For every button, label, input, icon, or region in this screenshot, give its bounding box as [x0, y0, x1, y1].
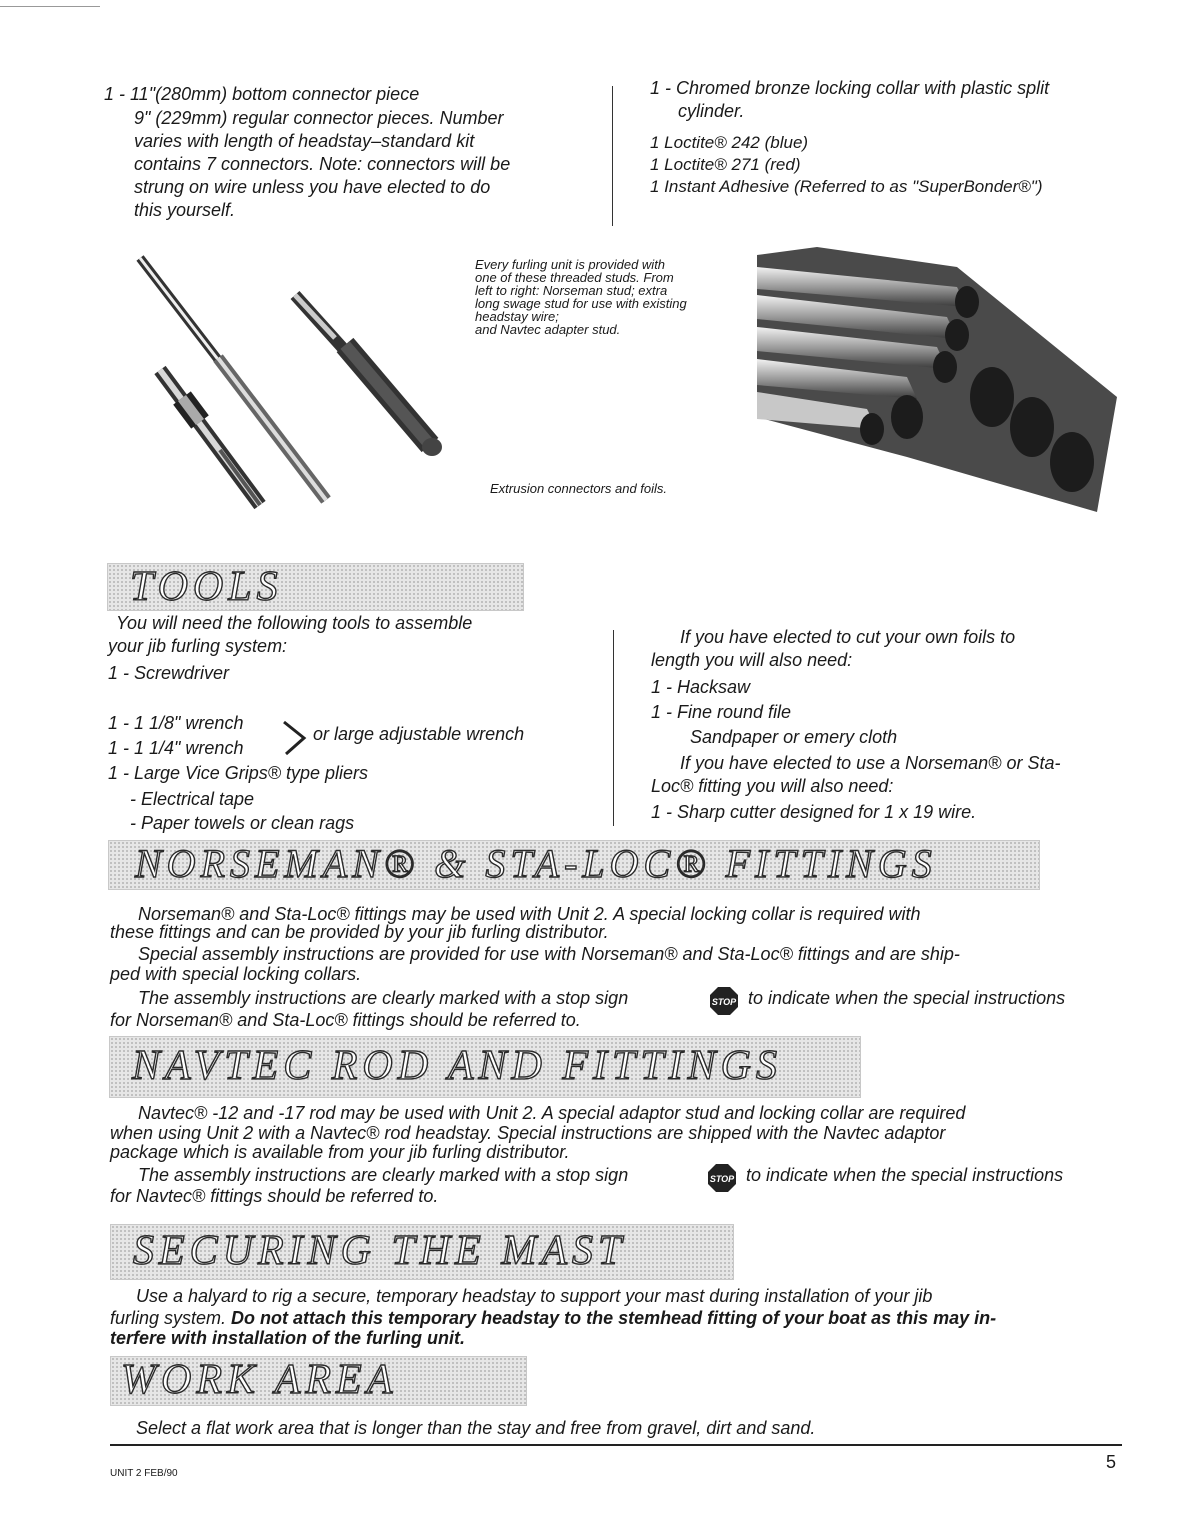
kit-item: 1 Instant Adhesive (Referred to as "SuperBonder®") — [650, 177, 1043, 196]
tool-item: Sandpaper or emery cloth — [690, 727, 898, 747]
foils-caption: Extrusion connectors and foils. — [490, 481, 668, 496]
stop-sign-icon — [707, 1163, 737, 1193]
scan-mark — [0, 6, 100, 7]
tools-intro: Loc® fitting you will also need: — [651, 776, 894, 796]
caption-line: long swage stud for use with existing — [475, 296, 687, 311]
tool-item: - Electrical tape — [130, 789, 255, 809]
svg-text:STOP: STOP — [709, 1174, 735, 1184]
svg-text:STOP: STOP — [711, 997, 737, 1007]
paragraph-line: Norseman® and Sta-Loc® fittings may be used with Unit 2. A special locking collar is required with — [138, 904, 921, 924]
tool-item: 1 - Fine round file — [651, 702, 792, 722]
paragraph-line: Navtec® -12 and -17 rod may be used with Unit 2. A special adaptor stud and locking collar are required — [138, 1103, 966, 1123]
norseman-heading-banner — [108, 840, 1040, 890]
navtec-stud — [295, 295, 442, 456]
paragraph-line: to indicate when the special instructions — [746, 1165, 1064, 1185]
caption-line: headstay wire; — [475, 309, 559, 324]
mast-text: furling system. — [110, 1308, 232, 1328]
paragraph-line: The assembly instructions are clearly marked with a stop sign — [138, 988, 629, 1008]
section-heading: NORSEMAN® & STA-LOC® FITTINGS — [135, 841, 937, 886]
kit-item: 1 - Chromed bronze locking collar with plastic split — [650, 78, 1050, 98]
paragraph-line: when using Unit 2 with a Navtec® rod headstay. Special instructions are shipped with the Navtec adaptor — [110, 1123, 946, 1143]
kit-item: strung on wire unless you have elected to do — [134, 177, 491, 197]
paragraph-line — [110, 1308, 996, 1329]
tool-item: 1 - Hacksaw — [651, 677, 751, 697]
wrench-bracket-icon — [282, 718, 310, 758]
paragraph-line: Use a halyard to rig a secure, temporary headstay to support your mast during installation of your jib — [136, 1286, 933, 1306]
kit-item: varies with length of headstay–standard kit — [134, 131, 475, 151]
tools-intro: If you have elected to use a Norseman® or Sta- — [680, 753, 1061, 773]
section-heading: WORK AREA — [121, 1357, 398, 1403]
tool-item: 1 - 1 1/4" wrench — [108, 738, 244, 758]
tool-item: - Paper towels or clean rags — [130, 813, 355, 833]
paragraph-line: to indicate when the special instructions — [748, 988, 1066, 1008]
mast-heading-banner — [110, 1224, 734, 1280]
work-area-text: Select a flat work area that is longer than the stay and free from gravel, dirt and sand. — [136, 1418, 816, 1438]
tools-intro: length you will also need: — [651, 650, 853, 670]
paragraph-line: these fittings and can be provided by your jib furling distributor. — [110, 922, 609, 942]
extrusion-foils-photo — [757, 247, 1127, 517]
kit-item: 1 Loctite® 242 (blue) — [650, 133, 809, 152]
kit-item: contains 7 connectors. Note: connectors will be — [134, 154, 511, 174]
caption-line: one of these threaded studs. From — [475, 270, 674, 285]
section-heading: SECURING THE MAST — [133, 1228, 627, 1274]
caption-line: Every furling unit is provided with — [475, 257, 666, 272]
tool-item: or large adjustable wrench — [313, 724, 525, 744]
tools-intro: your jib furling system: — [108, 636, 288, 656]
kit-item: 1 Loctite® 271 (red) — [650, 155, 801, 174]
tools-heading-banner — [107, 563, 524, 611]
page-number: 5 — [1106, 1452, 1117, 1472]
kit-item: cylinder. — [678, 101, 745, 121]
section-heading: TOOLS — [130, 564, 283, 610]
column-divider — [613, 630, 614, 826]
mast-warning: terfere with installation of the furling unit. — [110, 1328, 465, 1348]
section-heading: NAVTEC ROD AND FITTINGS — [132, 1043, 783, 1089]
tools-intro: You will need the following tools to assemble — [116, 613, 473, 633]
tool-item: 1 - Screwdriver — [108, 663, 230, 683]
stop-sign-icon — [709, 986, 739, 1016]
footer-unit: UNIT 2 FEB/90 — [110, 1468, 178, 1479]
navtec-heading-banner — [109, 1036, 861, 1098]
mast-warning: Do not attach this temporary headstay to the stemhead fitting of your boat as this may in- — [231, 1308, 997, 1328]
paragraph-line: for Navtec® fittings should be referred to. — [110, 1186, 439, 1206]
work-area-heading-banner — [110, 1356, 527, 1406]
column-divider — [612, 86, 613, 226]
threaded-studs-illustration — [130, 250, 460, 515]
tools-intro: If you have elected to cut your own foils to — [680, 627, 1016, 647]
footer-rule — [110, 1444, 1122, 1446]
kit-item: this yourself. — [134, 200, 236, 220]
tool-item: 1 - 1 1/8" wrench — [108, 713, 244, 733]
caption-line: and Navtec adapter stud. — [475, 322, 621, 337]
kit-item: 1 - 11"(280mm) bottom connector piece — [104, 84, 420, 104]
tool-item: 1 - Large Vice Grips® type pliers — [108, 763, 369, 783]
paragraph-line: The assembly instructions are clearly marked with a stop sign — [138, 1165, 629, 1185]
kit-item: 9" (229mm) regular connector pieces. Number — [134, 108, 504, 128]
caption-line: left to right: Norseman stud; extra — [475, 283, 668, 298]
tool-item: 1 - Sharp cutter designed for 1 x 19 wire. — [651, 802, 977, 822]
paragraph-line: package which is available from your jib furling distributor. — [110, 1142, 570, 1162]
paragraph-line: ped with special locking collars. — [110, 964, 362, 984]
paragraph-line: Special assembly instructions are provided for use with Norseman® and Sta-Loc® fittings and are ship- — [138, 944, 960, 964]
paragraph-line: for Norseman® and Sta-Loc® fittings should be referred to. — [110, 1010, 581, 1030]
